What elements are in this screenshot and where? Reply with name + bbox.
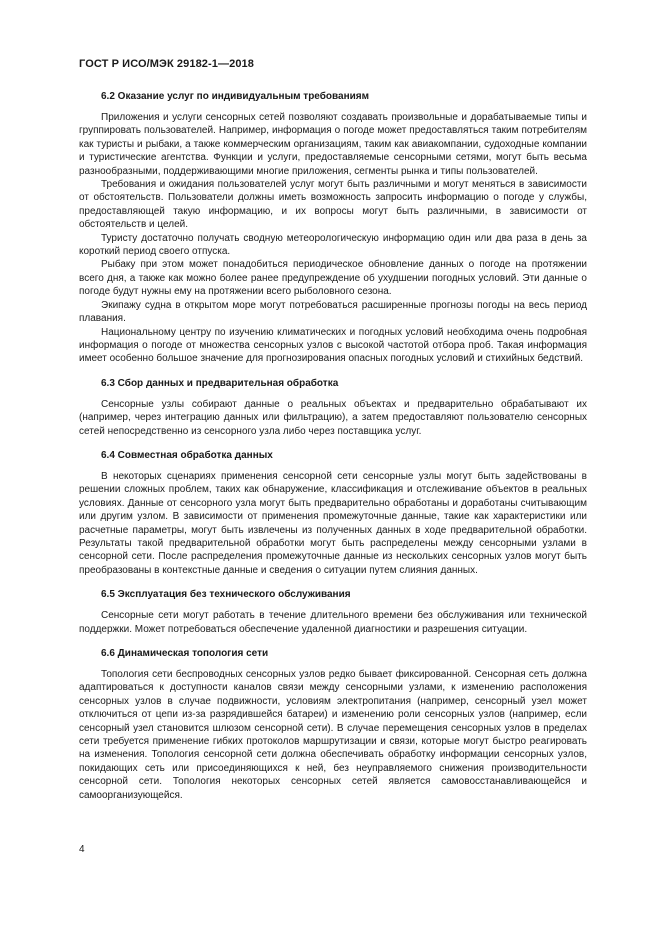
paragraph: Экипажу судна в открытом море могут потребоваться расширенные прогнозы погоды на весь период плавания.: [79, 299, 587, 325]
paragraph: Сенсорные сети могут работать в течение длительного времени без обслуживания или технической поддержки. Может потребоваться обеспечение удаленной диагностики и разрешения ситуации.: [79, 610, 587, 635]
section-6-2: [79, 90, 587, 366]
paragraph: Национальному центру по изучению климатических и погодных условий необходима очень подробная информация о погоде от множества сенсорных узлов с высокой частотой отбора проб. Такая информация имеет особенно большое значение для прогнозирования опасных погодных условий и стихийных бедствий.: [79, 326, 587, 365]
section-6-4: [79, 449, 587, 577]
paragraph: Требования и ожидания пользователей услуг могут быть различными и могут меняться в зависимости от обстоятельств. Пользователи должны иметь возможность запросить информацию о погоде у службы, предоставляющей такую информацию, и их вопросы могут быть различными, в зависимости от обстоятельств и целей.: [79, 179, 587, 231]
section-6-5: [79, 588, 587, 636]
section-title: 6.5 Эксплуатация без технического обслуживания: [101, 589, 351, 601]
paragraph: Приложения и услуги сенсорных сетей позволяют создавать произвольные и дорабатываемые типы и группировать пользователей. Например, информация о погоде может предоставляться таким потребителям как туристы и рыбаки, а также коммерческим организациям, таким как авиакомпании, судоходные компании и туристические агентства. Функции и услуги, предоставляемые сенсорными сетями, могут быть весьма разнообразными, поддерживающими многие приложения, сегменты рынка и типы пользователей.: [79, 112, 587, 177]
paragraph: Туристу достаточно получать сводную метеорологическую информацию один или два раза в день за короткий период своего отпуска.: [79, 232, 587, 258]
section-title: 6.6 Динамическая топология сети: [101, 648, 269, 659]
paragraph: Сенсорные узлы собирают данные о реальных объектах и предварительно обрабатывают их (например, через интеграцию данных или фильтрацию), а затем предоставляют пользователю сенсорных сетей непосредственно из сенсорного узла либо через поставщика услуг.: [79, 398, 587, 437]
section-title: 6.3 Сбор данных и предварительная обработка: [101, 377, 339, 389]
paragraph: В некоторых сценариях применения сенсорной сети сенсорные узлы могут быть задействованы в решении сложных проблем, таких как обнаружение, классификация и отслеживание объектов в реальных условиях. Данные от сенсорного узла могут быть предварительно обработаны и доработаны считывающим или другим узлом. В зависимости от применения промежуточные данные, такие как характеристики или расчетные параметры, могут быть извлечены из полученных данных в ходе предварительной обработки. Результаты такой предварительной обработки могут быть распределены между сенсорными узлами в сенсорной сети. После распределения промежуточные данные из нескольких сенсорных узлов могут быть преобразованы в контекстные данные и сведения о ситуации путем слияния данных.: [79, 470, 587, 576]
paragraph: Топология сети беспроводных сенсорных узлов редко бывает фиксированной. Сенсорная сеть должна адаптироваться к доступности каналов связи между сенсорными узлами, к изменению расположения сенсорных узлов в случае подвижности, условиям электропитания (например, сенсорный узел может отключиться от цепи из-за разрядившейся батареи) и изменению роли сенсорных узлов (например, если сенсорный узел становится шлюзом сенсорной сети). В случае перемещения сенсорных узлов в пределах сети требуется применение гибких протоколов маршрутизации и связи, которые могут быстро реагировать на изменения. Топология сенсорной сети должна обеспечивать обработку информации сенсорных узлов, покидающих сеть или присоединяющихся к ней, без неуправляемого снижения производительности сенсорной сети. Топология некоторых сенсорных сетей является самовосстанавливающейся и самоорганизующейся.: [79, 669, 587, 801]
document-body: [79, 90, 587, 813]
section-6-6: [79, 647, 587, 802]
section-title: 6.4 Совместная обработка данных: [101, 449, 273, 461]
page-number: 4: [79, 844, 85, 855]
paragraph: Рыбаку при этом может понадобиться периодическое обновление данных о погоде на протяжении всего дня, а также как можно более ранее предупреждение об ухудшении погодных условий. Эти данные о погоде будут нужны ему на протяжении всего рыболовного сезона.: [79, 259, 587, 298]
section-title: 6.2 Оказание услуг по индивидуальным требованиям: [101, 91, 370, 102]
section-6-3: [79, 377, 587, 438]
standard-header: ГОСТ Р ИСО/МЭК 29182-1—2018: [79, 58, 254, 70]
